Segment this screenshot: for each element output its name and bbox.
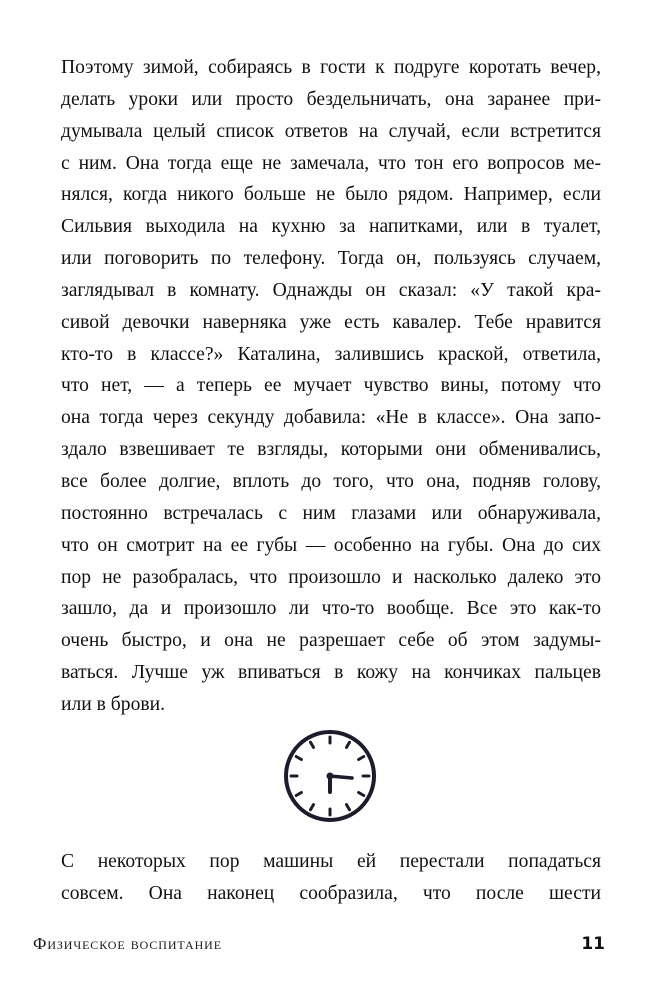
- text-line: совсем. Она наконец сообразила, что после шести: [61, 882, 601, 904]
- text-line: здало взвешивает те взгляды, которыми они обменивались,: [61, 439, 601, 461]
- page-footer: [33, 934, 605, 960]
- clock-icon: [282, 728, 378, 824]
- text-line: сивой девочки наверняка уже есть кавалер. Тебе нравится: [61, 311, 601, 333]
- text-line: делать уроки или просто бездельничать, она заранее при-: [61, 88, 601, 110]
- text-line: что нет, — а теперь ее мучает чувство вины, потому что: [61, 375, 601, 397]
- text-line: постоянно встречалась с ним глазами или обнаруживала,: [61, 502, 601, 524]
- text-line: пор не разобралась, что произошло и насколько далеко это: [61, 566, 601, 588]
- text-line: зашло, да и произошло ли что-то вообще. Все это как-то: [61, 598, 601, 620]
- text-line: нялся, когда никого больше не было рядом. Например, если: [61, 184, 601, 206]
- text-line: она тогда через секунду добавила: «Не в классе». Она запо-: [61, 407, 601, 429]
- text-line: что он смотрит на ее губы — особенно на губы. Она до сих: [61, 534, 601, 556]
- page-number: 11: [581, 934, 605, 954]
- clock-icon-graphic: [282, 728, 378, 824]
- text-line: Сильвия выходила на кухню за напитками, или в туалет,: [61, 216, 601, 238]
- text-line: очень быстро, и она не разрешает себе об этом задумы-: [61, 630, 601, 652]
- text-line: думывала целый список ответов на случай, если встретится: [61, 120, 601, 142]
- paragraph-2: [61, 846, 601, 910]
- text-line: все более долгие, вплоть до того, что она, подняв голову,: [61, 470, 601, 492]
- text-line: кто-то в классе?» Каталина, залившись краской, ответила,: [61, 343, 601, 365]
- paragraph-1: [61, 52, 601, 721]
- text-line: С некоторых пор машины ей перестали попадаться: [61, 851, 601, 872]
- running-title: Физическое воспитание: [33, 934, 222, 953]
- text-line: Поэтому зимой, собираясь в гости к подруге коротать вечер,: [61, 57, 601, 78]
- text-line: или поговорить по телефону. Тогда он, пользуясь случаем,: [61, 248, 601, 270]
- text-line: или в брови.: [61, 693, 165, 715]
- text-line: ваться. Лучше уж впиваться в кожу на кончиках пальцев: [61, 662, 601, 684]
- text-line: заглядывал в комнату. Однажды он сказал: «У такой кра-: [61, 279, 601, 301]
- text-line: с ним. Она тогда еще не замечала, что тон его вопросов ме-: [61, 152, 601, 174]
